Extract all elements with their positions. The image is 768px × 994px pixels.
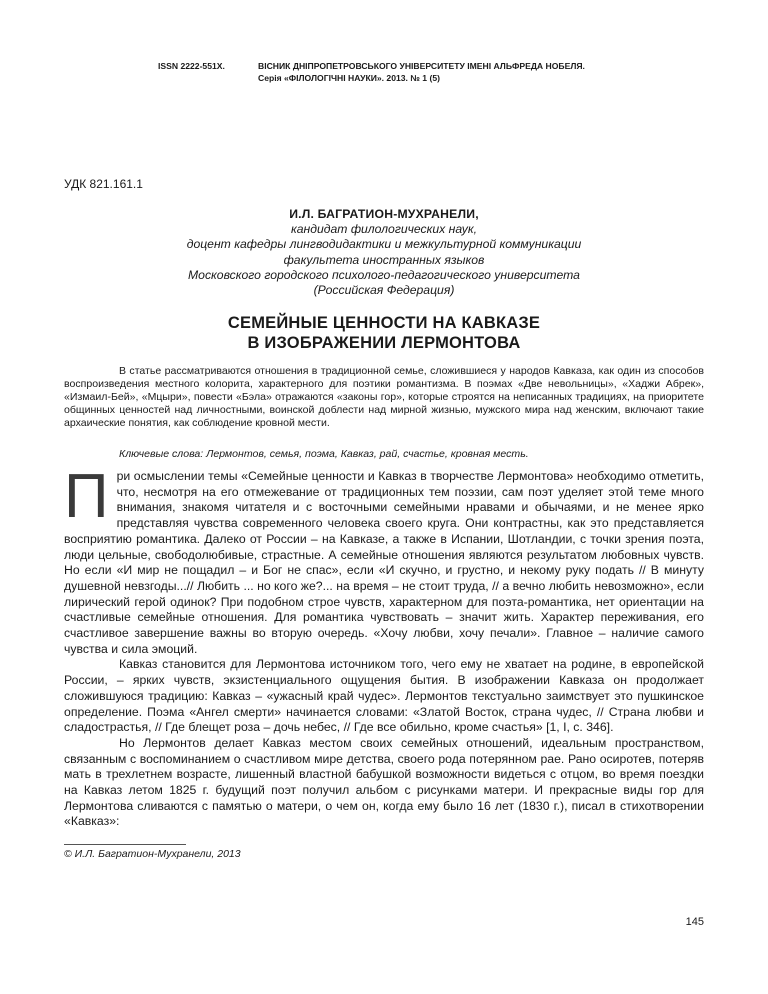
author-university: Московского городского психолого-педагогического университета: [188, 267, 580, 282]
abstract: [64, 365, 704, 430]
issn-label: ISSN 2222-551X.: [158, 61, 225, 71]
abstract-text: В статье рассматриваются отношения в традиционной семье, сложившиеся у народов Кавказа, как один из способов воспроизведения местного колорита, характерного для поэтики романтизма. В поэмах «Две невольницы», «Хаджи Абрек», «Измаил-Бей», «Мцыри», повести «Бэла» отражаются «законы гор», которые строятся на неписанных традициях, на приоритете общинных ценностей над личностными, воинской доблести над мирной жизнью, мужского мира над женским, включают такие архаические понятия, как соблюдение кровной мести.: [64, 365, 704, 429]
footnote-divider: [64, 844, 186, 845]
author-degree: кандидат филологических наук,: [291, 222, 477, 237]
body-paragraph-3: Но Лермонтов делает Кавказ местом своих семейных отношений, идеальным пространством, связанным с воспоминанием о счастливом мире детства, своего рода потерянном рае. Рано осиротев, потеряв мать в трехлетнем возрасте, лишенный властной бабушкой возможности видеться с отцом, во время поездки на Кавказ летом 1825 г. будущий поэт получил альбом с рисунками матери. И прекрасные виды гор для Лермонтова сливаются с памятью о матери, о чем он, когда ему было 16 лет (1830 г.), писал в стихотворении «Кавказ»:: [64, 735, 704, 829]
journal-series: Серія «ФІЛОЛОГІЧНІ НАУКИ». 2013. № 1 (5): [258, 73, 440, 83]
author-faculty: факультета иностранных языков: [283, 252, 485, 267]
body-paragraph-1-text: ри осмыслении темы «Семейные ценности и Кавказ в творчестве Лермонтова» необходимо отметить, что, несмотря на его отмежевание от традиционных тем поэзии, сам поэт уделяет этой теме много внимания, знакомя читателя и с восточными семейными нравами и обычаями, и не менее ярко представляя чувства современного человека своего круга. Они контрастны, как это представляется восприятию романтика. Далеко от России – на Кавказе, а также в Испании, Шотландии, с точки зрения поэта, люди цельные, свободолюбивые, страстные. А семейные отношения являются результатом любовных чувств. Но если «И мир не пощадил – и Бог не спас», если «И скучно, и грустно, и некому руку подать // В минуту душевной невзгоды...// Любить ... но кого же?... на время – не стоит труда, // а вечно любить невозможно», если лирический герой одинок? При подобном строе чувств, характерном для поэта-романтика, нет ориентации на счастливые семейные отношения. Для романтика чувствовать – значит жить. Характер переживания, его счастливое завершение важны во вторую очередь. «Хочу любви, хочу печали». Главное – наличие самого чувства и сила эмоций.: [64, 469, 704, 656]
page-number: 145: [685, 916, 704, 928]
author-name: И.Л. БАГРАТИОН-МУХРАНЕЛИ,: [289, 207, 479, 221]
drop-cap: П: [64, 462, 109, 531]
article-title: [64, 313, 704, 353]
body-paragraph-2: Кавказ становится для Лермонтова источником того, чего ему не хватает на родине, в европейской России, – ярких чувств, экзистенциального ощущения бытия. В изображении Кавказа он продолжает сложившуюся традицию: Кавказ – «ужасный край чудес». Лермонтов текстуально заимствует это пушкинское определение. Поэма «Ангел смерти» начинается словами: «Златой Восток, страна чудес, // Страна любви и сладострастья, // Где блещет роза – дочь небес, // Где все обильно, кроме счастья» [1, I, с. 346].: [64, 657, 704, 735]
body-paragraph-1: [64, 462, 704, 657]
udc-code: УДК 821.161.1: [64, 177, 143, 191]
copyright-footnote: © И.Л. Багратион-Мухранели, 2013: [64, 848, 241, 860]
article-title-line-2: В ИЗОБРАЖЕНИИ ЛЕРМОНТОВА: [247, 334, 521, 352]
keywords: Ключевые слова: Лермонтов, семья, поэма, Кавказ, рай, счастье, кровная месть.: [119, 448, 529, 460]
author-country: (Российская Федерация): [313, 283, 455, 298]
author-block: [64, 207, 704, 298]
article-body: [64, 462, 704, 830]
article-title-line-1: СЕМЕЙНЫЕ ЦЕННОСТИ НА КАВКАЗЕ: [227, 314, 541, 332]
journal-title: ВІСНИК ДНІПРОПЕТРОВСЬКОГО УНІВЕРСИТЕТУ ІМЕНІ АЛЬФРЕДА НОБЕЛЯ.: [258, 61, 585, 71]
author-position: доцент кафедры лингводидактики и межкультурной коммуникации: [186, 237, 582, 252]
